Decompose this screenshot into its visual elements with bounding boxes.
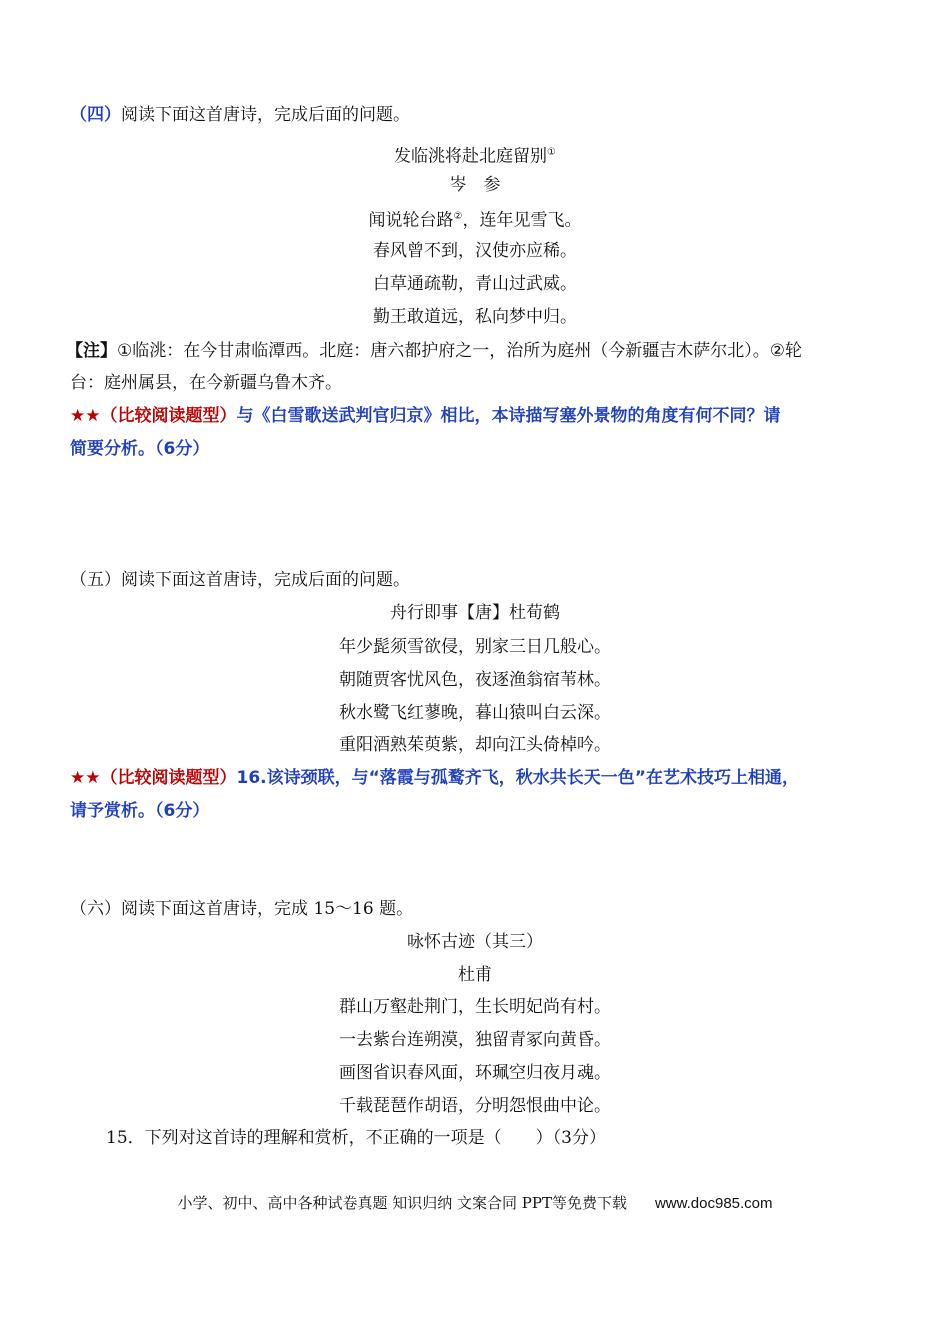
poem-6-line-1: 群山万壑赴荆门，生长明妃尚有村。	[339, 997, 611, 1017]
section-4-intro: （四）阅读下面这首唐诗，完成后面的问题。	[70, 105, 410, 125]
poem-4-author: 岑 参	[449, 175, 501, 195]
footer-site: www.doc985.com	[654, 1195, 773, 1212]
poem-6-author: 杜甫	[458, 965, 492, 985]
question-15: 15．下列对这首诗的理解和赏析，不正确的一项是（ ）（3分）	[106, 1128, 606, 1148]
poem-4-line-3: 白草通疏勒，青山过武威。	[373, 274, 577, 294]
poem-4-line-1: 闻说轮台路②，连年见雪飞。	[368, 210, 582, 231]
poem-4-title: 发临洮将赴北庭留别①	[394, 146, 556, 167]
question-5-line-1: ★★（比较阅读题型）16.该诗颈联，与“落霞与孤鹜齐飞，秋水共长天一色”在艺术技巧上相通，	[70, 768, 799, 788]
poem-4-line-2: 春风曾不到，汉使亦应稀。	[373, 241, 577, 261]
poem-4-note-line-1: 【注】①临洮：在今甘肃临潭西。北庭：唐六都护府之一，治所为庭州（今新疆吉木萨尔北）。②轮	[66, 341, 802, 361]
section-5-intro: （五）阅读下面这首唐诗，完成后面的问题。	[70, 570, 410, 590]
poem-6-title: 咏怀古迹（其三）	[407, 932, 543, 952]
footer-text: 小学、初中、高中各种试卷真题 知识归纳 文案合同 PPT等免费下载	[177, 1194, 627, 1212]
poem-5-line-3: 秋水鹭飞红蓼晚，暮山猿叫白云深。	[339, 703, 611, 723]
poem-5-line-1: 年少髭须雪欲侵，别家三日几般心。	[339, 637, 611, 657]
page-footer	[0, 1192, 950, 1213]
poem-4-line-4: 勤王敢道远，私向梦中归。	[373, 307, 577, 327]
question-5-line-2: 请予赏析。（6分）	[70, 801, 210, 821]
question-4-line-1: ★★（比较阅读题型）与《白雪歌送武判官归京》相比，本诗描写塞外景物的角度有何不同？请	[70, 406, 781, 426]
section-4-label: （四）	[70, 105, 121, 125]
poem-6-line-2: 一去紫台连朔漠，独留青冢向黄昏。	[339, 1030, 611, 1050]
poem-5-line-2: 朝随贾客忧风色，夜逐渔翁宿苇林。	[339, 670, 611, 690]
star-rating: ★★	[70, 406, 101, 426]
star-rating: ★★	[70, 768, 101, 788]
section-6-intro: （六）阅读下面这首唐诗，完成 15～16 题。	[70, 899, 414, 919]
poem-6-line-3: 画图省识春风面，环珮空归夜月魂。	[339, 1063, 611, 1083]
question-4-line-2: 简要分析。（6分）	[70, 439, 210, 459]
poem-6-line-4: 千载琵琶作胡语，分明怨恨曲中论。	[339, 1096, 611, 1116]
poem-5-line-4: 重阳酒熟茱萸紫，却向江头倚棹吟。	[339, 735, 611, 755]
poem-4-note-line-2: 台：庭州属县，在今新疆乌鲁木齐。	[70, 373, 342, 393]
poem-5-title: 舟行即事【唐】杜荀鹤	[390, 603, 560, 623]
